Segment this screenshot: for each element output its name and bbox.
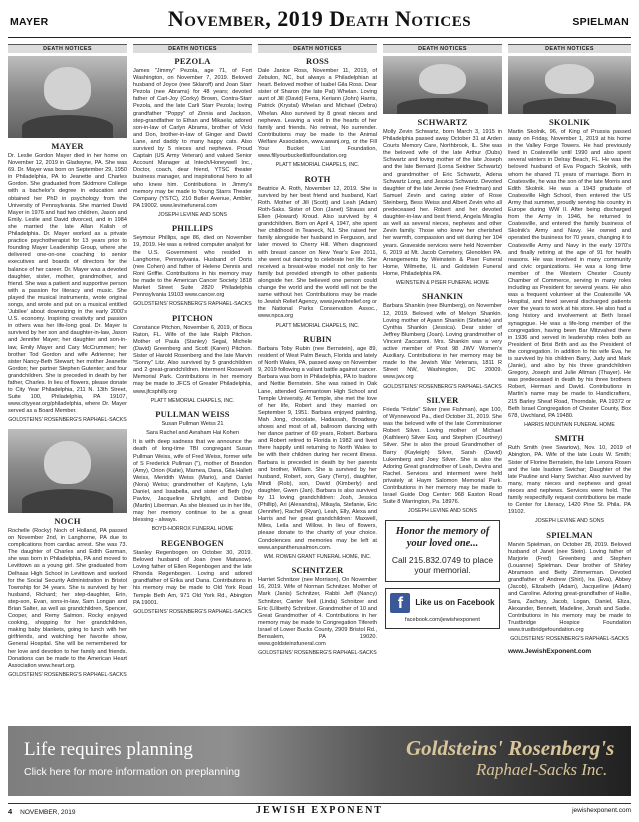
facebook-ad[interactable] [385,588,500,629]
notice-text: Rochelle (Rocky) Noch of Holland, PA passed on November 2nd, in Langhorne, PA due to complications from cardiac arrest. She was 73. The daughter of Charles and Edith Garman, she was born in Philadelphia, PA and moved to Levittown as a young girl. She graduated from Delhaas High School in Levittown and worked for the Social Security Administration in Bristol Township for 34 years. She is survived by her husband, Richard; her step-daughter, Erin, step-son, Evan, sons-in-law, Sam Longan and Brian Salter, as well as grandchildren, Spencer, Cooper, and Remy Salmon. Rocky enjoyed cooking, shopping for her grandchildren, making baby blankets, going to lunch with her girlfriends, and watching her favorite show, General Hospital. She will be remembered for her love and devotion to her family and friends. Donations can be made to the American Heart Association www.heart.org. [8,527,127,669]
logo-line-1: Goldsteins' Rosenberg's [406,736,615,760]
notice-text: Dr. Leslie Gordon Mayer died in her home on November 12, 2019 in Gladwyne, PA. She was 69. Dr. Mayer was born on September 29, 1950 in Philadelphia, PA to Jeanette and Charles Gordon. She graduated from Skidmore College with a bachelor's degree in education and obtained her PhD in psychology from the University of Pennsylvania. She married David Mayer in 1976 and had two children, Jason and Emily. Leslie and David divorced, and in 1984 she married the late Allan Kalish of Philadelphia. Dr. Mayer worked as a private practice psychotherapist for 13 years prior to founding Mayer Leadership Group, where she delivered one-on-one coaching to senior executives and boards of directors for the balance of her career. Dr. Mayer was a devoted daughter, sister, mother, grandmother, and friend. She was a patient and supportive person with a passion for literacy and music. She played the musical instruments, wrote original songs, and wrote and put on a musical entitled 'Jubilee' about downsizing in the early 2000's U.S. economy. Inspiring creativity and passion in others was her life-long goal. Dr. Mayer is survived by her son and daughter-in-law, Jason and Jennifer Mayer; her daughter and son-in-law, Emily Mayer and Cary McCrummen; her brother Tod Gordon and wife Adrienne; her sister Nancy-Beth Stewart; her mother Jeanette Gordon; her partner Stephen Gutenter; and four grandchildren. She is preceded in death by her father, Charles. In lieu of flowers, please donate to City Year Philadelphia, 211 N. 13th Street, Suite 100, Philadelphia, PA 19107, www.cityyear.org/philadelphia, where Dr. Mayer served as a Board Member. [8,153,127,415]
notice-name: PEZOLA [174,56,211,66]
notice-text: Stanley Regenbogen on October 30, 2019. Beloved husband of Joan (nee Matusow). Loving father of Ellen Regenbogen and the late Rhonda Regenbogen. Loving and adored grandfather of Erika and Dana. Contributions in his memory may be made to Old York Road Temple Beth Am, 971 Old York Rd., Abington PA 19001. [133,549,252,606]
funeral-home: WEINSTEIN & PISER FUNERAL HOME [395,279,490,286]
schwartz-photo [383,56,502,114]
notice-text: Barbara Shankin (nee Blumberg), on November 12, 2019. Beloved wife of Melvyn Shankin. Loving mother of Ayann Shankin (Stefanie) and Cynthia Shankin (Jessica). Dear sister of Jeffrey Blumberg (Joan). Loving grandmother of Vincent Zaccaroni. Mrs. Shankin was a very active member of Post 98 JWV Women's Auxiliary. Contributions in her memory may be made to the Jewish War Veterans, 1811 R Street NW, Washington, DC 20009. www.jwv.org [383,303,502,381]
funeral-home: JOSEPH LEVINE AND SONS [158,211,227,218]
publication-name: JEWISH EXPONENT [256,805,383,816]
funeral-home: GOLDSTEINS' ROSENBERG'S RAPHAEL-SACKS [133,301,252,308]
mayer-photo [8,56,127,138]
notice-text: Marvin Spielman, on October 28, 2019. Beloved husband of Janet (nee Stein). Loving father of Marjorie (Fred) Greenberg and Stephen (Louanne) Spielman. Dear brother of Shirley Abramson and Betty Zimmerman. Devoted grandfather of Andrew (Shiri), Ira (Eva), Abbey (Jacob), Elizabeth (Adam), Jacqueline (Adam) and Caroline. Adoring great-grandfather of Hallie, Sara, Zachary, Jacob, Logan, Daniel, Eliza, Alexander, Bennett, Madeline, Jonah and Sadie. Contributions in his memory may be made to Trustbridge Hospice Foundation www.trustbridgefoundation.org [508,541,631,633]
funeral-home: PLATT MEMORIAL CHAPELS, INC. [150,397,235,404]
column-4-heading: DEATH NOTICES [383,44,502,53]
notice-text: Harriet Schnitzer (nee Morrison), On November 16, 2019. Wife of Norman Schnitzer. Mother of Mark (Janis) Schnitzer, Rabbi Jeff (Nancy) Schnitzer, Canter Neil (Linda) Schnitzer and Eric (Lilibeth) Schnitzer. Grandmother of 10 and Great Grandmother of 4. Contributions in her memory may be made to Congregation Tifereth Israel of Lower Bucks County, 2909 Bristol Rd., Bensalem, PA 19020. www.goldsteinsfuneral.com [258,577,377,648]
notice-name: NOCH [54,515,81,526]
notice-name: SCHWARTZ [417,117,468,127]
funeral-home: GOLDSTEINS' ROSENBERG'S RAPHAEL-SACKS [8,671,127,678]
footer-date: NOVEMBER, 2019 [20,809,76,816]
funeral-home: GOLDSTEINS' ROSENBERG'S RAPHAEL-SACKS [133,608,252,615]
facebook-url[interactable]: facebook.com/jewishexponent [405,616,480,623]
notice-name: PITCHON [171,312,214,323]
funeral-home-logo [406,736,620,786]
notice-text: Martin Skolnik, 96, of King of Prussia passed away on Friday, November 1, 2019 at his home in the Valley Forge Towers. He had previously lived in Coatesville until 1990 and also spent several winters in Delray Beach, FL. He was the beloved husband of Eva Pogach Skolnik, with whom he shared 71 years of marriage. Born in Coatesville, he was the son of the late Morris and Edith Skolnik. He was a 1943 graduate of Coatesville High School, then entered the US Army that summer, proudly serving his country in Europe during WW II. After being discharged from the Army in 1946, he returned to Coatesville, and entered the family business of Skolnik's Army and Navy. He owned and operated the business for 70 years, changing it to Coatesville Army and Navy in the early 1970's and finally retiring at the age of 91 for health reasons. He was involved in many community and civic organizations. He was a long time member of the Western Chester County Chamber of Commerce, serving in many roles including as President for several years. He also was a frequent volunteer at the Coatesville VA Hospital, and hired several discharged patients over the years to work at his store. He also had a long history and involvement at Beth Israel synagogue. He was a life-long member of the congregation, having been Bar Mitzvahed there in 1936 and served in leadership roles both as President of Brisi Brith and as the President of the congregation. In addition to his wife Eva, he is survived by his children Barry, Judy and Mark (Janie), and also by his three grandchildren Gregory, Joseph and Julie Altman (Thayer). He was predeceased in death by his three brothers Robert, Herman and David. Contributions in Martin's name may be made to Handicrafters, 215 Barley Sheaf Road, Thorndale, PA 19372 or Beth Israel Congregation of Chester County, Box 678, Uwchland, PA 19480. [508,129,631,419]
page-title: November, 2019 Death Notices [167,6,472,31]
funeral-home: JOSEPH LEVINE AND SONS [535,518,604,525]
notice-name: SILVER [426,395,459,405]
column-5-heading: DEATH NOTICES [508,44,631,53]
funeral-home: WM. ROWEN GRANT FUNERAL HOME, INC. [263,553,372,560]
notice-text: James "Jimmy" Pezola, age 71, of Fort Washington, on November 7, 2019. Beloved husband of Joyce (nee Sklaroff) and Joan Starr Pezola (nee Abrams) for 48 years; devoted father of Carl-Joy (Corky) Brown, Contra-Starr Pezola, and the late Carli Starr Pezola; loving grandfather "Poppy" of Zinnia and Jackson, step-grandfather to Ethan and Mikaela; adored son-in-law of Carlyn Abrams, brother of Vicki and Don, brother-in-law of Ginger and David Lane, and daddy to many happy cats. Also survived by 5 nieces and nephews. Proud Captain (US Army Veteran) and valued Senior Account Manager at Intech/Honeywell Inc., Doctor, coach, dear friend, YTSC theater business manager, and inspirational hero to all who knew him. Contributions in Jimmy's memory may be made to Young Starrs Theater Company (YSTC), 210 Butler Avenue, Ambler, PA 19002. www.levinefuneral.com [133,68,252,209]
facebook-icon: f [390,593,410,613]
column-1 [8,44,127,720]
banner-link[interactable]: Click here for more information on preplanning [24,766,240,778]
memorial-ad [385,520,500,582]
notice-text: Molly Zevin Schwartz, born March 3, 1915 in Philadelphia passed away October 31 at Arden Courts Memory Care, Northbrook, IL. She was the beloved wife of the late Arthur (Dubs) Schwartz and loving mother of the late Joseph and the late Bernard (Lorna Seidner Schwartz) and grandmother of Eric Schwartz, Adena Schwartz Long, and Jessica Schwartz. Devoted daughter of the late Jennie (nee Friedman) and Samuel Zevin and caring sister of Rose Steinberg, Bess Weiss and Albert Zevin who all predeceased her. Robert and her devoted daughter-in-law and best friend, Angela Miraglia as well as several nieces, nephews and other Zevin family. Those who knew her cherished her warmth, compassion and wit during her 104 years. Graveside services were held November 6, 2019 at Mt. Jacob Cemetery, Glenolden PA. Arrangements by Weinstein & Piser Funeral Home, Wilmette, IL and Goldstein Funeral Home, Philadelphia PA. [383,129,502,277]
notice-name: SKOLNIK [548,117,591,127]
page-footer [8,803,631,817]
notice-name: SMITH [554,433,585,444]
column-2-heading: DEATH NOTICES [133,44,252,53]
notice-text: Frieda "Fritzie" Silver (nee Fishman), age 100, of Wynnewood Pa., died October 31, 2019. She was the beloved wife of the late Commissioner Robert Silver. Loving mother of Michael (Kathleen) Silver Esq. and Stephen (Courtney) Silver. She is also the proud Grandmother of Barry (Kayleigh) Silver, Sarah (David) Lukemberg and Joey Silver. She is also the Adoring Great grandmother of Leah, Devira and Rachel. Services and interment were held privately at Haym Salomon Memorial Park. Contributions in her memory may be made to Israel Guide Dog Center: 968 Easton Road Suite 8 Warrington, Pa. 18976. [383,407,502,506]
funeral-home: GOLDSTEINS' ROSENBERG'S RAPHAEL-SACKS [383,383,502,390]
notice-text: Beatrice A. Roth, November 12, 2019. She is survived by her best friend and husband, Karl Roth. Mother of Jill (Scott) and Leah (Adam) Roth-Saks. Sister of Don (Janet) Strauss and Ellen (Howard) Kroud. Also survived by 4 grandchildren. Born on April 4, 1947, she spent her childhood in Teaneck, NJ. She raised her family alongside her husband in Ferguson, and later moved to Cherry Hill. When diagnosed with breast cancer on New Year's Eve 2011, she went out dancing to celebrate her life. She received a breast-wise model not only to her family but provided strength to other patients alongside her. She believed one person could change the world and the world will not be the same without her. Contributions may be made to Jewish Relief Agency, www.jewishrelief.org or the National Parks Conservation Assoc., www.npca.org [258,185,377,320]
notice-text: Constance Pitchon, November 6, 2019, of Boca Raton, FL. Wife of the late Ralph Pitchon. Mother of Paula (Stanley) Segal, Michele (David) Greenberg and Scott (Karen) Pitchon. Sister of Harold Rosenberg and the late Marvin "Sonny" Litz. Also survived by 5 grandchildren and 2 great-grandchildren. Interment Roosevelt Memorial Park. Contributions in her memory may be made to JFCS of Greater Philadelphia, www.jfcsphilly.org [133,324,252,395]
notice-text: It is with deep sadness that we announce the death of long-time TBI congregant Susan Pullman Weiss, wife of Fred Weiss, former wife of S Frederick Pullman ("), mother of Brandon (Amy), Orion (Katie), Marnea, Dana, Gila Hallett Weiss, Meridith Weiss (Mario), and Daniel (Nora) Weiss; grandmother of Kaylynn, Lyla Daniel, and Issabella, and sister of Beth (Irv) Pavlov, Jacqueline Ehrlight, and Debbie (Martin) Liberman. As she blessed us in her life, may her memory continue to be a great blessing - always. [133,439,252,524]
page-header [8,4,631,38]
notice-text: Barbara Toby Rubin (nee Bernstein), age 89, resident of West Palm Beach, Florida and lately of North Wales, PA, passed away on November 9, 2019 following a valiant battle against cancer. Barbara was born in Philadelphia, PA to Isadore and Nettie Bernstein. She was raised in Oak Lane, attended Germantown High School and Temple University. At Temple, she met the love of her life, Robert and they married on September 9, 1951. Barbara enjoyed painting, Mah Jong, chocolate, Hadassah, Broadway shows and most of all, ballroom dancing with her dance partner of 69 years, Robert. Barbara and Robert retired to Florida in 1982 and lived there happily until returning to North Wales to be with their children during her recent illness. Barbara is preceded in death by her parents and brother, William. She is survived by her husband, Robert, son, Gary (Terry), daughter, Mindi (Rob), son, David (Kimberly) and daughter, Gwen (Jan). Barbara is also survived by 11 loving grandchildren: Josh, Jessica (Phillip), Ari (Alexandra), Mikayla, Stefanie, Eric (Jennifer), Rachel (Ryan), Leah, Elly, Alexa and Harris and her great grandchildren: Maxwell, Miles, Leila and Willow. In lieu of flowers, please donate to the charity of your choice. Condolences and memories may be left at www.anpantherusalmon.com. [258,346,377,551]
notice-name: REGENBOGEN [161,537,224,548]
funeral-home: PLATT MEMORIAL CHAPELS, INC. [275,162,360,169]
notice-name: ROSS [305,56,329,66]
memorial-ad-headline: Honor the memory of your loved one... [395,525,490,549]
noch-photo [8,429,127,513]
preplanning-banner[interactable] [8,726,631,796]
notice-text: Susan Pullman Weiss 21 [161,421,224,428]
banner-headline: Life requires planning [24,739,193,760]
column-5 [508,44,631,720]
notice-name: ROTH [304,173,331,184]
notice-name: MAYER [51,141,84,151]
notice-text: Dale Janice Ross, November 11, 2019, of Zebulon, NC, but always a Philadelphian at heart. Beloved mother of Isabel Gila Ross. Dear sister of Sharon (the late Pat) Whelan. Loving aunt of Jill (David) Ferra, Keriann (John) Harris, Patrick (Krystal) Whelan and Michael (Debra) Whelan. Also survived by 8 great nieces and nephews. Leaving a void in the hearts of her family and friends. No retreat, No surrender. Contributions may be made to the Animal Welfare Association, www.awanj.org, or the Fill Your Bucket List Foundation, www.fillyourbucketlistfoundation.org [258,68,377,160]
notice-text: Ruth Smith (nee Swartow), Nov. 10, 2019 of Abington, PA. Wife of the late Louis W. Smith; Sister of Florine Bernstein, the late Lenora Rosen and the late Isadore Swichar; Daughter of the late Pauline and Harry Swichar. Also survived by many, many nieces and nephews and great nieces and nephews. Services were held. The family respectfully request contributions be made to Center for Literacy, 1420 Pine St. Phila. PA 19102. [508,445,631,516]
notice-text: Seymour Phillips, age 86, died on November 19, 2019. He was a retired computer analyst for the U.S. Government who resided in Langhorne, Pennsylvania. Husband of Doris (nee Cohen) and father of Helene Dennis and Roni Griffie. Contributions in his memory may be made to the American Cancer Society 1818 Market Street Suite 2820 Philadelphia Pennsylvania 19103 www.cancer.org [133,235,252,299]
notice-name: SPIELMAN [546,529,593,540]
notice-name: PULLMAN WEISS [155,409,230,420]
logo-line-2: Raphael-Sacks Inc. [476,760,608,779]
funeral-home: GOLDSTEINS' ROSENBERG'S RAPHAEL-SACKS [258,650,377,657]
memorial-ad-phone: Call 215.832.0749 to place your memorial. [391,554,494,576]
notice-name: PHILLIPS [171,223,214,234]
website-link[interactable]: www.JewishExponent.com [508,647,592,655]
funeral-home: GOLDSTEINS' ROSENBERG'S RAPHAEL-SACKS [8,417,127,424]
column-1-heading: DEATH NOTICES [8,44,127,53]
funeral-home: HARRIS MOUNTAIN FUNERAL HOME [524,421,615,428]
column-3 [258,44,377,720]
funeral-home: PLATT MEMORIAL CHAPELS, INC. [275,322,360,329]
notice-name: SHANKIN [421,291,464,302]
header-left-name: MAYER [10,16,49,28]
notice-text: Sara Rachel and Avraham Hai Kohen [146,430,239,437]
funeral-home: BOYD-HORROX FUNERAL HOME [151,526,234,533]
column-4 [383,44,502,720]
column-2 [133,44,252,720]
header-right-name: SPIELMAN [572,16,629,28]
notice-name: SCHNITZER [291,565,344,576]
notice-name: RUBIN [303,334,332,344]
column-3-heading: DEATH NOTICES [258,44,377,53]
page-number: 4 [8,807,13,816]
funeral-home: JOSEPH LEVINE AND SONS [408,508,477,515]
skolnik-photo [508,56,631,114]
facebook-like-text: Like us on Facebook [415,598,495,608]
funeral-home: GOLDSTEINS' ROSENBERG'S RAPHAEL-SACKS [510,636,629,642]
footer-site: jewishexponent.com [572,807,631,814]
